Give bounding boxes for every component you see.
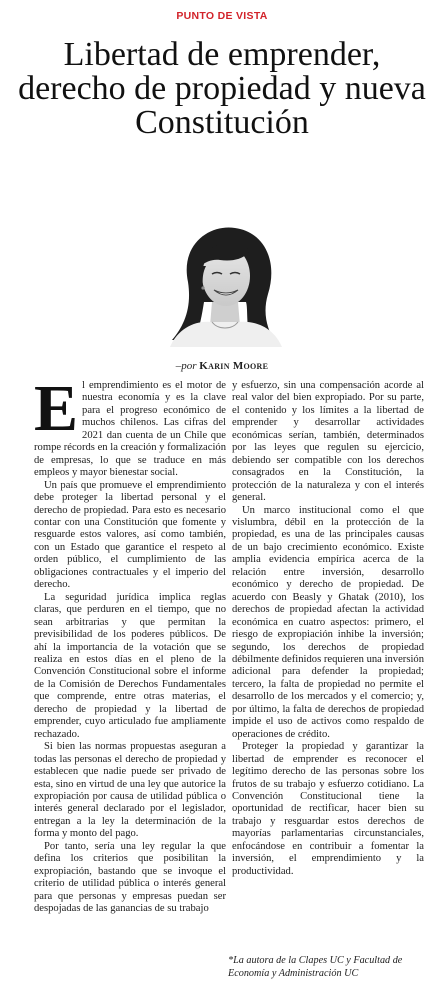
paragraph-text: l emprendimiento es el motor de nuestra economía y es la clave para el progreso económico de muchos chilenos. Las cifras del 2021 dan cuenta de un Chile que rompe récords en la creación y formalización de empresas, lo que se traduce en más empleos y mayor bienestar social. bbox=[34, 380, 226, 479]
paragraph: La seguridad jurídica implica reglas claras, que perduren en el tiempo, que no sean arbitrarias y que permitan la previsibilidad de los poderes públicos. De ahí la importancia de la votación que se realiza en estos días en el pleno de la Convención Constitucional sobre el informe de la Comisión de Derechos Fundamentales que comprende, entre otras materias, el derecho de propiedad y la libertad de emprender, cuyo articulado fue ampliamente rechazado. bbox=[34, 591, 226, 740]
author-footnote: *La autora de la Clapes UC y Facultad de Economía y Administración UC bbox=[228, 955, 403, 979]
section-label: PUNTO DE VISTA bbox=[176, 10, 268, 22]
paragraph: Proteger la propiedad y garantizar la libertad de emprender es reconocer el legítimo derecho de las personas sobre los frutos de su trabajo y esfuerzo cotidiano. La Convención Constitucional tiene la oportunidad de rectificar, hacer bien su trabajo y resguardar estos derechos de mayorías parlamentarias circunstanciales, enfocándose en contribuir a fomentar la inversión, el emprendimiento y la productividad. bbox=[232, 741, 424, 877]
paragraph: Un marco institucional como el que vislumbra, débil en la protección de la propiedad, es una de las principales causas de un bajo crecimiento económico. Existe amplia evidencia empírica acerca de la relación entre inversión, desarrollo económico y derecho de propiedad. De acuerdo con Beasly y Ghatak (2010), los derechos de propiedad afectan la actividad económica en cuatro aspectos: primero, el riesgo de expropiación inhibe la inversión; segundo, los derechos de propiedad débilmente definidos requieren una inversión adicional para defender la propiedad; tercero, la falta de propiedad no permite el desarrollo de los mercados y el comercio; y, por último, la falta de derechos de propiedad impide el uso de activos como respaldo de operaciones de crédito. bbox=[232, 504, 424, 740]
author-name: Karin Moore bbox=[199, 360, 269, 372]
article-column-right bbox=[232, 380, 424, 878]
paragraph: y esfuerzo, sin una compensación acorde al real valor del bien expropiado. Por su parte, el contenido y los límites a la libertad de emprender y desarrollar actividades económicas serían, también, determinados por las leyes que regulen su ejercicio, debiendo ser compatible con los derechos consagrados en la Constitución, la protección de la naturaleza y con el interés general. bbox=[232, 380, 424, 504]
paragraph: Por tanto, sería una ley regular la que defina los criterios que posibilitan la expropiación, bastando que se invoque el criterio de utilidad pública o interés general para que personas y empresas puedan ser despojadas de las ganancias de su trabajo bbox=[34, 840, 226, 915]
paragraph: Si bien las normas propuestas aseguran a todas las personas el derecho de propiedad y establecen que nadie puede ser privado de esta, sino en virtud de una ley que autorice la expropiación por causa de utilidad pública o interés general declarado por el legislador, entregan a la ley la determinación de la forma y monto del pago. bbox=[34, 741, 226, 840]
byline-prefix: –por bbox=[175, 360, 197, 372]
article-column-left bbox=[34, 372, 226, 915]
byline bbox=[0, 360, 444, 372]
article-headline: Libertad de emprender, derecho de propiedad y nueva Constitución bbox=[18, 36, 426, 141]
paragraph bbox=[34, 372, 226, 480]
paragraph: Un país que promueve el emprendimiento debe proteger la libertad personal y el derecho de propiedad. Para esto es necesario contar con una Constitución que fomente y resguarde estos valores, así como también, con un Estado que garantice el respeto al orden público, el cumplimiento de las obligaciones contractuales y el imperio del derecho. bbox=[34, 479, 226, 591]
drop-cap: E bbox=[34, 372, 79, 445]
author-portrait bbox=[150, 222, 300, 347]
